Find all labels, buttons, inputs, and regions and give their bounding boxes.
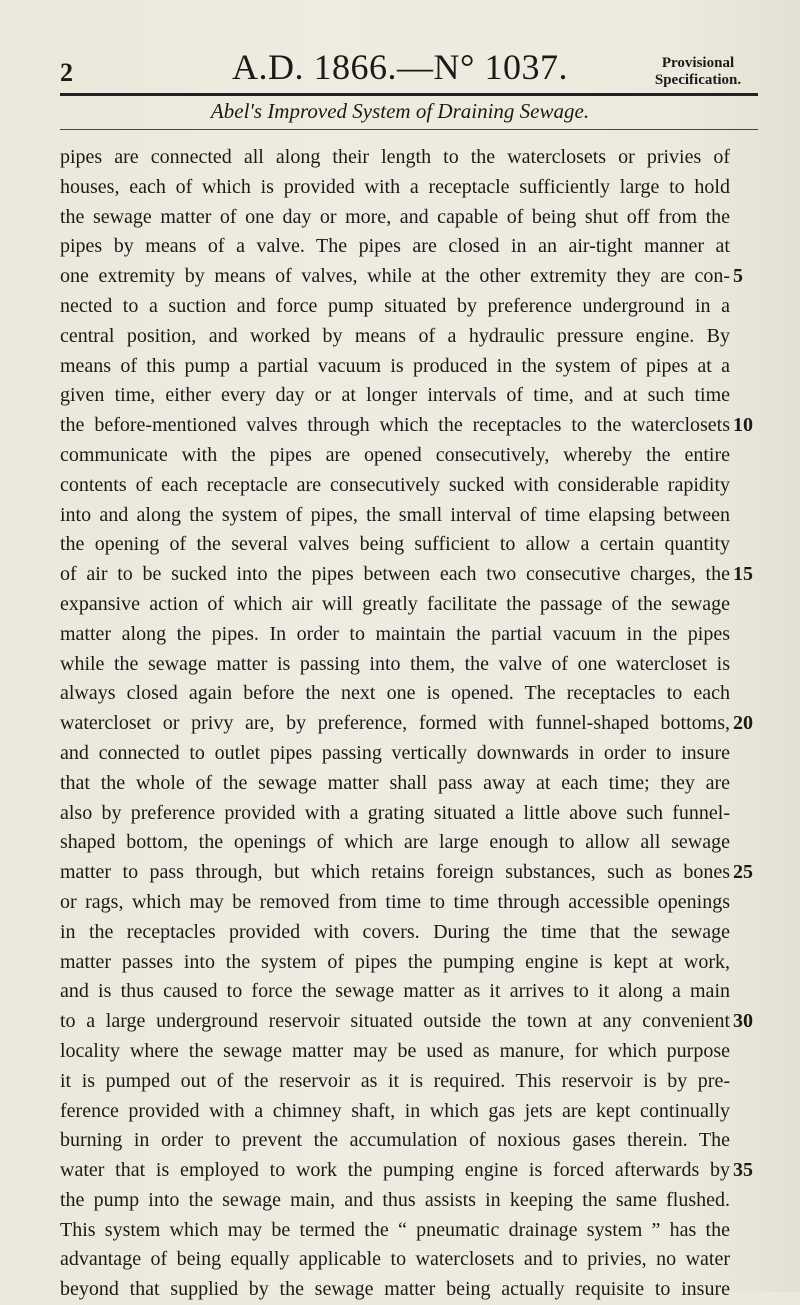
line-text: it is pumped out of the reservoir as it is required. This reservoir is by pre- (60, 1069, 730, 1092)
line-text: the pump into the sewage main, and thus assists in keeping the same flushed. (60, 1188, 730, 1211)
document-subtitle: Abel's Improved System of Draining Sewage. (210, 99, 590, 123)
text-line (60, 143, 780, 173)
text-line (60, 620, 780, 650)
spec-label-line2: Specification. (654, 72, 742, 88)
text-line (60, 1007, 780, 1037)
line-text: matter along the pipes. In order to maintain the partial vacuum in the pipes (60, 622, 730, 645)
line-number: 20 (733, 712, 753, 735)
line-text: matter passes into the system of pipes the pumping engine is kept at work, (60, 950, 730, 973)
specification-label (638, 55, 758, 89)
text-line (60, 1216, 780, 1246)
line-text: expansive action of which air will greatly facilitate the passage of the sewage (60, 592, 730, 615)
line-text: locality where the sewage matter may be used as manure, for which purpose (60, 1039, 730, 1062)
spec-label-line1: Provisional (661, 55, 735, 71)
text-line (60, 381, 780, 411)
text-line (60, 709, 780, 739)
line-text: one extremity by means of valves, while at the other extremity they are con- (60, 265, 730, 288)
text-line (60, 530, 780, 560)
text-line (60, 799, 780, 829)
text-line (60, 590, 780, 620)
text-line (60, 560, 780, 590)
text-line (60, 1245, 780, 1275)
text-line (60, 1037, 780, 1067)
line-text: that the whole of the sewage matter shall pass away at each time; they are (60, 771, 730, 794)
text-line (60, 739, 780, 769)
line-number: 35 (733, 1159, 753, 1182)
text-line (60, 471, 780, 501)
line-text: and connected to outlet pipes passing vertically downwards in order to insure (60, 741, 730, 764)
text-line (60, 501, 780, 531)
line-text: pipes are connected all along their length to the waterclosets or privies of (60, 146, 730, 168)
text-line (60, 1067, 780, 1097)
line-text: shaped bottom, the openings of which are large enough to allow all sewage (60, 831, 730, 854)
text-line (60, 828, 780, 858)
text-line (60, 352, 780, 382)
page-header (0, 0, 800, 123)
line-text: contents of each receptacle are consecutively sucked with considerable rapidity (60, 473, 730, 496)
text-line (60, 262, 780, 292)
line-number: 25 (733, 861, 753, 884)
line-text: beyond that supplied by the sewage matter being actually requisite to insure (60, 1278, 730, 1301)
line-number: 30 (733, 1010, 753, 1033)
text-line (60, 888, 780, 918)
line-text: into and along the system of pipes, the small interval of time elapsing between (60, 503, 730, 526)
text-line (60, 411, 780, 441)
text-line (60, 292, 780, 322)
line-text: watercloset or privy are, by preference, formed with funnel-shaped bottoms, (60, 712, 730, 735)
line-text: communicate with the pipes are opened consecutively, whereby the entire (60, 443, 730, 466)
line-text: in the receptacles provided with covers. During the time that the sewage (60, 920, 730, 943)
text-line (60, 858, 780, 888)
text-line (60, 1186, 780, 1216)
text-line (60, 232, 780, 262)
page-number: 2 (60, 58, 73, 87)
text-line (60, 948, 780, 978)
line-text: to a large underground reservoir situated outside the town at any convenient (60, 1010, 730, 1033)
text-line (60, 1126, 780, 1156)
subtitle-rule (60, 129, 758, 130)
line-text: the opening of the several valves being sufficient to allow a certain quantity (60, 533, 730, 556)
text-line (60, 322, 780, 352)
line-text: This system which may be termed the “ pneumatic drainage system ” has the (60, 1218, 730, 1241)
text-line (60, 173, 780, 203)
line-text: central position, and worked by means of a hydraulic pressure engine. By (60, 324, 730, 347)
line-text: of air to be sucked into the pipes between each two consecutive charges, the (60, 563, 730, 586)
line-text: water that is employed to work the pumping engine is forced afterwards by (60, 1159, 730, 1182)
text-line (60, 1097, 780, 1127)
text-line (60, 650, 780, 680)
text-line (60, 769, 780, 799)
line-text: or rags, which may be removed from time to time through accessible openings (60, 890, 730, 913)
text-line (60, 679, 780, 709)
text-line (60, 203, 780, 233)
line-number: 15 (733, 563, 753, 586)
line-text: given time, either every day or at longer intervals of time, and at such time (60, 384, 730, 407)
line-text: houses, each of which is provided with a receptacle sufficiently large to hold (60, 175, 730, 198)
line-number: 5 (733, 265, 743, 288)
line-text: the sewage matter of one day or more, and capable of being shut off from the (60, 205, 730, 228)
text-line (60, 441, 780, 471)
running-title: A.D. 1866.—N° 1037. (232, 47, 568, 87)
line-text: also by preference provided with a grating situated a little above such funnel- (60, 801, 730, 824)
line-text: while the sewage matter is passing into them, the valve of one watercloset is (60, 652, 730, 675)
line-text: matter to pass through, but which retains foreign substances, such as bones (60, 861, 730, 884)
header-rule (60, 93, 758, 96)
text-line (60, 1275, 780, 1305)
text-line (60, 977, 780, 1007)
line-text: always closed again before the next one is opened. The receptacles to each (60, 682, 730, 705)
line-text: and is thus caused to force the sewage matter as it arrives to it along a main (60, 980, 730, 1003)
line-text: advantage of being equally applicable to waterclosets and to privies, no water (60, 1248, 730, 1271)
line-text: burning in order to prevent the accumulation of noxious gases therein. The (60, 1129, 730, 1152)
text-line (60, 918, 780, 948)
line-text: pipes by means of a valve. The pipes are closed in an air-tight manner at (60, 235, 730, 258)
text-line (60, 1156, 780, 1186)
line-text: means of this pump a partial vacuum is produced in the system of pipes at a (60, 354, 730, 377)
line-text: ference provided with a chimney shaft, in which gas jets are kept continually (60, 1099, 730, 1122)
line-text: the before-mentioned valves through which the receptacles to the waterclosets (60, 414, 730, 437)
line-text: nected to a suction and force pump situated by preference underground in a (60, 294, 730, 317)
line-number: 10 (733, 414, 753, 437)
body-text (60, 143, 780, 1305)
